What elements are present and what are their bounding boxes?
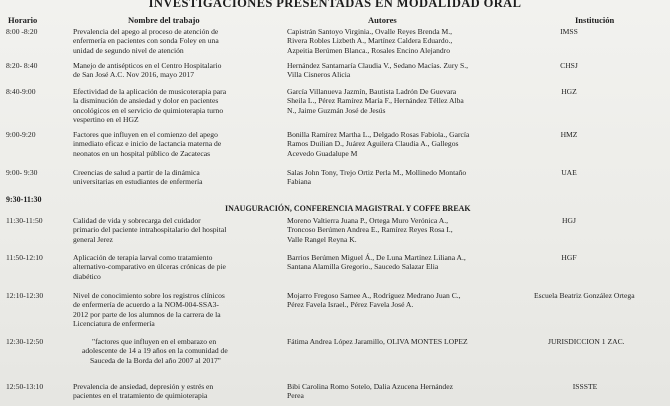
row-authors: Capistrán Santoyo Virginia., Ovalle Reyes Brenda M., Rivera Robles Lizbeth A., Martínez Caldera Eduardo., Azpeitia Berúmen Blanca., Rosales Encino Alejandro	[287, 27, 453, 55]
row-institution: HGZ	[561, 87, 577, 96]
row-work-title: "factores que influyen en el embarazo en adolescente de 14 a 19 años en la comunidad de Sauceda de la Borda del año 2007 al 2017"	[82, 337, 228, 365]
row-authors: Bibi Carolina Romo Sotelo, Dalia Azucena Hernández Perea	[287, 382, 453, 401]
row-work-title: Nivel de conocimiento sobre los registros clínicos de enfermería de acuerdo a la NOM-004-SSA3- 2012 por parte de los alumnos de la carrera de la Licenciatura de enfermería	[73, 291, 225, 329]
row-authors: Moreno Valtierra Juana P., Ortega Muro Verónica A., Troncoso Berúmen Andrea E., Ramírez Reyes Rosa I., Valle Rangel Reyna K.	[287, 216, 453, 244]
row-time: 12:10-12:30	[6, 291, 44, 300]
row-institution: HMZ	[560, 130, 578, 139]
row-time: 9:00-9:20	[6, 130, 36, 139]
row-institution: HGF	[561, 253, 577, 262]
row-work-title: Factores que influyen en el comienzo del apego inmediato eficaz e inicio de lactancia materna de neonatos en un hospital público de Zacatecas	[73, 130, 222, 158]
document-title: INVESTIGACIONES PRESENTADAS EN MODALIDAD ORAL	[148, 0, 522, 10]
row-time: 8:20- 8:40	[6, 61, 38, 70]
row-authors: Mojarro Fregoso Samee A., Rodríguez Medrano Juan C., Pérez Favela Israel., Pérez Favela José A.	[287, 291, 461, 310]
banner-text: INAUGURACIÓN, CONFERENCIA MAGISTRAL Y COFFE BREAK	[225, 204, 471, 213]
row-institution: IMSS	[560, 27, 578, 36]
row-institution: JURISDICCION 1 ZAC.	[548, 337, 625, 346]
header-time: Horario	[8, 15, 38, 25]
row-authors: García Villanueva Jazmín, Bautista Ladrón De Guevara Sheila L., Pérez Ramírez María F., Hernández Téllez Alba N., Jaime Guzmán José de Jesús	[287, 87, 464, 115]
row-institution: CHSJ	[560, 61, 578, 70]
row-authors: Hernández Santamaría Claudia V., Sedano Macías. Zury S., Villa Cisneros Alicia	[287, 61, 469, 80]
row-work-title: Efectividad de la aplicación de musicoterapia para la disminución de ansiedad y dolor en pacientes oncológicos en el servicio de quimioterapia turno vespertino en el HGZ	[73, 87, 227, 125]
row-institution: UAE	[561, 168, 577, 177]
row-time: 8:40-9:00	[6, 87, 36, 96]
header-authors: Autores	[368, 15, 397, 25]
row-institution: ISSSTE	[572, 382, 598, 391]
row-authors: Salas John Tony, Trejo Ortiz Perla M., Mollinedo Montaño Fabiana	[287, 168, 467, 187]
row-work-title: Creencias de salud a partir de la dinámica universitarias en estudiantes de enfermería	[73, 168, 203, 187]
row-authors: Fátima Andrea López Jaramillo, OLIVA MONTES LOPEZ	[287, 337, 468, 346]
row-authors: Bonilla Ramírez Martha L., Delgado Rosas Fabiola., García Ramos Duilian D., Juárez Aguilera Claudia A., Gallegos Acevedo Guadalupe M	[287, 130, 470, 158]
row-time: 11:50-12:10	[6, 253, 43, 262]
row-work-title: Calidad de vida y sobrecarga del cuidador primario del paciente intrahospitalario del hospital general Jerez	[73, 216, 227, 244]
row-work-title: Manejo de antisépticos en el Centro Hospitalario de San José A.C. Nov 2016, mayo 2017	[73, 61, 222, 80]
row-work-title: Prevalencia del apego al proceso de atención de enfermería en pacientes con sonda Foley en una unidad de segundo nivel de atención	[73, 27, 219, 55]
header-institution: Institución	[575, 15, 615, 25]
row-work-title: Prevalencia de ansiedad, depresión y estrés en pacientes en el tratamiento de quimioterapia	[73, 382, 214, 401]
row-work-title: Aplicación de terapia larval como tratamiento alternativo-comparativo en úlceras crónicas de pie diabético	[73, 253, 226, 281]
row-institution: Escuela Beatriz González Ortega	[534, 291, 635, 300]
row-time: 8:00 -8:20	[6, 27, 38, 36]
header-work: Nombre del trabajo	[128, 15, 200, 25]
row-institution: HGJ	[562, 216, 576, 225]
row-time: 11:30-11:50	[6, 216, 43, 225]
row-time: 12:30-12:50	[6, 337, 44, 346]
row-time: 12:50-13:10	[6, 382, 44, 391]
row-time: 9:00- 9:30	[6, 168, 38, 177]
banner-time: 9:30-11:30	[6, 195, 42, 204]
row-authors: Barrios Berúmen Miguel Á., De Luna Martínez Liliana A., Santana Alamilla Gregorio., Saucedo Salazar Elia	[287, 253, 466, 272]
